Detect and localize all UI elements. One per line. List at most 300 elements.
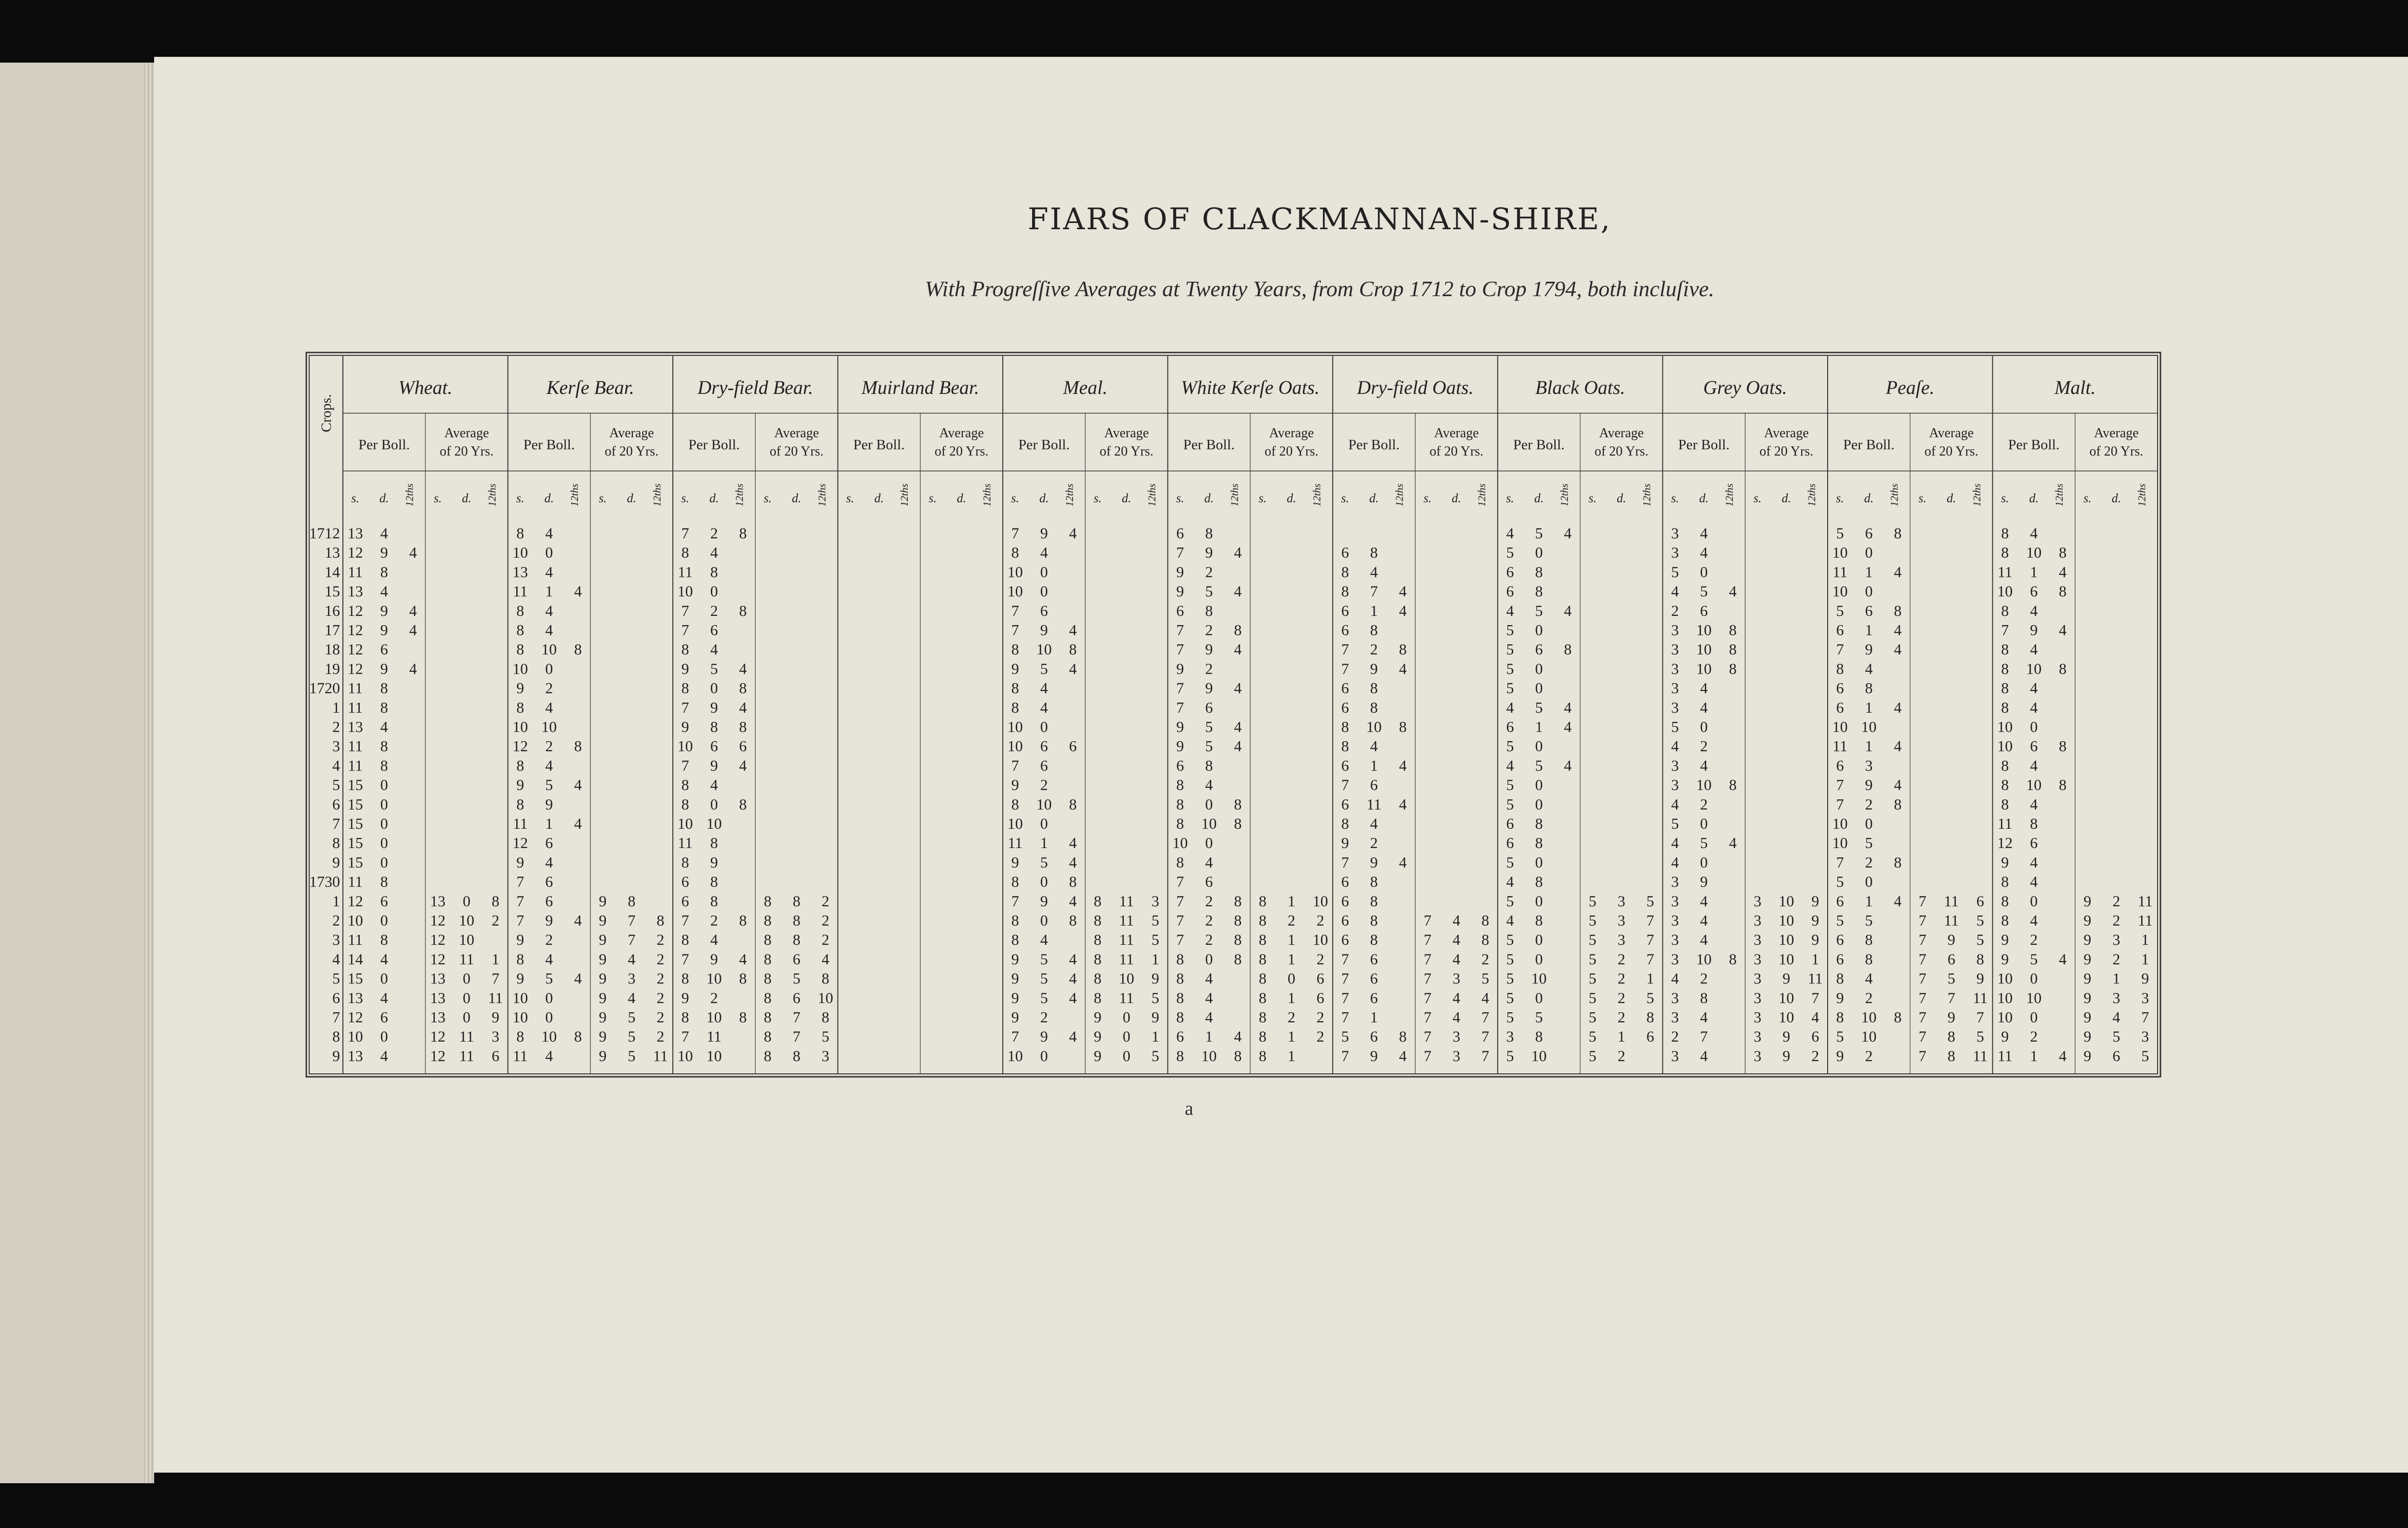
price-value: 4 [2059,563,2067,581]
price-value: 8 [516,621,524,639]
price-value: 8 [1011,698,1019,716]
price-value: 5 [1506,1008,1514,1026]
price-value: 6 [681,873,689,890]
price-value: 8 [1947,1047,1955,1065]
price-value: 7 [1176,698,1184,716]
price-value: 4 [1811,1008,1819,1026]
price-value: 11 [1944,912,1959,929]
price-value: 2 [2030,1028,2038,1045]
price-value: 1 [1152,950,1160,968]
price-value: 12 [347,601,363,619]
price-value: 0 [1535,795,1543,813]
unit-shillings: s. [351,491,360,505]
price-value: 9 [516,776,524,794]
price-value: 10 [1007,1047,1023,1065]
unit-shillings: s. [1423,491,1432,505]
price-value: 11 [1119,912,1134,929]
price-value: 3 [491,1028,499,1045]
price-value: 6 [1069,737,1077,755]
price-value: 2 [1865,1047,1873,1065]
price-value: 4 [1865,969,1873,987]
price-value: 2 [1865,795,1873,813]
unit-pence: d. [792,491,801,505]
price-value: 11 [1807,969,1823,987]
price-value: 9 [2001,931,2009,949]
price-value: 9 [599,912,607,929]
year-label: 2 [332,912,340,929]
price-value: 9 [1782,1047,1791,1065]
price-value: 2 [545,737,553,755]
average-header-sub: of 20 Yrs. [1594,444,1649,459]
price-value: 8 [1894,1008,1902,1026]
price-value: 9 [1341,834,1349,852]
price-value: 0 [1040,1047,1048,1065]
price-value: 6 [1316,989,1324,1006]
price-value: 8 [516,640,524,658]
price-value: 12 [1997,834,2013,852]
unit-twelfths: 12ths [403,483,416,507]
price-value: 8 [380,698,388,716]
price-value: 8 [1370,544,1378,562]
average-header: Average [1434,426,1479,441]
price-value: 5 [1205,737,1213,755]
price-value: 7 [1836,853,1844,871]
price-value: 6 [681,892,689,910]
price-value: 4 [1894,563,1902,581]
price-value: 9 [1811,892,1819,910]
price-value: 11 [512,1047,528,1065]
price-value: 1 [1205,1028,1213,1045]
price-value: 6 [1370,989,1378,1006]
price-value: 8 [764,950,772,968]
price-value: 2 [1865,853,1873,871]
price-value: 4 [1040,544,1048,562]
price-value: 5 [2141,1047,2149,1065]
price-value: 6 [1176,757,1184,774]
price-value: 5 [1976,912,1984,929]
price-value: 4 [1234,718,1242,735]
price-value: 6 [1341,698,1349,716]
price-value: 2 [656,931,665,949]
price-value: 4 [1069,1028,1077,1045]
price-value: 8 [2001,679,2009,697]
price-value: 5 [1152,989,1160,1006]
price-value: 3 [1754,950,1762,968]
price-value: 9 [491,1008,499,1026]
unit-twelfths: 12ths [1228,483,1241,507]
price-value: 6 [1836,931,1844,949]
price-value: 4 [1399,795,1407,813]
price-value: 5 [1671,563,1679,581]
crops-header-label: Crops. [318,394,334,432]
price-value: 5 [1865,912,1873,929]
price-value: 10 [1531,969,1547,987]
price-value: 8 [1535,563,1543,581]
price-value: 10 [1696,660,1712,678]
price-value: 8 [2059,776,2067,794]
unit-twelfths: 12ths [2053,483,2066,507]
price-value: 8 [1370,621,1378,639]
price-value: 4 [1399,1047,1407,1065]
price-value: 5 [2030,950,2038,968]
price-value: 7 [516,912,524,929]
price-value: 11 [512,815,528,832]
price-value: 2 [545,679,553,697]
price-value: 7 [2141,1008,2149,1026]
price-value: 8 [710,718,718,735]
price-value: 7 [1481,1047,1490,1065]
price-value: 8 [1728,950,1737,968]
price-value: 5 [1588,1028,1597,1045]
price-value: 5 [1535,698,1543,716]
unit-twelfths: 12ths [1888,483,1900,507]
price-value: 3 [1617,931,1625,949]
price-value: 8 [2001,698,2009,716]
price-value: 7 [681,524,689,542]
price-value: 2 [1370,834,1378,852]
price-value: 2 [656,1008,665,1026]
price-value: 0 [1123,1028,1131,1045]
price-value: 1 [2030,1047,2038,1065]
price-value: 1 [1287,989,1296,1006]
price-value: 11 [653,1047,668,1065]
price-value: 10 [1832,582,1848,600]
price-value: 10 [1312,892,1328,910]
price-value: 8 [2001,873,2009,890]
average-header-sub: of 20 Yrs. [1759,444,1814,459]
price-value: 9 [599,969,607,987]
price-value: 11 [348,563,363,581]
price-value: 0 [1700,563,1708,581]
price-value: 8 [764,1008,772,1026]
price-value: 4 [1894,892,1902,910]
price-value: 12 [347,1008,363,1026]
price-value: 6 [1506,563,1514,581]
price-value: 4 [2059,621,2067,639]
price-value: 11 [488,989,503,1006]
price-value: 9 [2083,892,2092,910]
price-value: 4 [1564,757,1572,774]
price-value: 8 [1205,601,1213,619]
price-value: 8 [1011,912,1019,929]
price-value: 8 [1728,640,1737,658]
price-value: 11 [1119,892,1134,910]
price-value: 0 [462,989,471,1006]
price-value: 8 [1094,969,1102,987]
price-value: 3 [1671,544,1679,562]
unit-pence: d. [956,491,967,505]
price-value: 4 [409,621,417,639]
page-title: FIARS OF CLACKMANNAN-SHIRE, [1027,201,1612,236]
unit-pence: d. [2029,491,2039,505]
price-value: 8 [1341,737,1349,755]
price-value: 4 [1069,524,1077,542]
price-value: 6 [1205,698,1213,716]
price-value: 8 [2001,524,2009,542]
price-value: 3 [2112,989,2120,1006]
price-value: 10 [1201,815,1217,832]
price-value: 7 [1341,660,1349,678]
column-header-5: White Kerſe Oats. [1181,377,1320,398]
price-value: 8 [821,969,829,987]
price-value: 10 [1779,912,1794,929]
price-value: 8 [710,563,718,581]
price-value: 7 [628,912,636,929]
price-value: 4 [380,524,388,542]
price-value: 3 [1754,1008,1762,1026]
price-value: 4 [1506,601,1514,619]
price-value: 7 [1481,1008,1490,1026]
price-value: 4 [1894,698,1902,716]
price-value: 8 [1836,969,1844,987]
price-value: 12 [512,834,528,852]
price-value: 6 [1205,873,1213,890]
price-value: 9 [516,853,524,871]
price-value: 5 [1836,912,1844,929]
price-value: 9 [1011,660,1019,678]
price-value: 8 [1370,892,1378,910]
price-value: 6 [1341,795,1349,813]
price-value: 4 [628,989,636,1006]
price-value: 4 [574,969,582,987]
price-value: 12 [347,621,363,639]
price-value: 7 [1646,912,1654,929]
price-value: 8 [739,524,747,542]
price-value: 7 [1011,1028,1019,1045]
price-value: 6 [2112,1047,2120,1065]
price-value: 9 [2083,1028,2092,1045]
price-value: 5 [1506,679,1514,697]
price-value: 0 [1535,679,1543,697]
price-value: 2 [710,601,718,619]
price-value: 8 [1976,950,1984,968]
price-value: 10 [1832,544,1848,562]
price-value: 4 [1453,1008,1461,1026]
price-value: 10 [1201,1047,1217,1065]
price-value: 7 [1176,621,1184,639]
price-value: 4 [380,1047,388,1065]
price-value: 8 [1865,950,1873,968]
price-value: 13 [430,1008,445,1026]
price-value: 7 [1918,989,1926,1006]
price-value: 8 [1234,912,1242,929]
price-value: 10 [1696,640,1712,658]
price-value: 6 [1811,1028,1819,1045]
unit-twelfths: 12ths [2135,483,2148,507]
price-value: 9 [516,679,524,697]
price-value: 6 [1341,892,1349,910]
price-value: 7 [681,757,689,774]
price-value: 4 [1205,1008,1213,1026]
price-value: 5 [1506,544,1514,562]
price-value: 5 [545,776,553,794]
price-value: 9 [1700,873,1708,890]
price-value: 6 [1836,698,1844,716]
price-value: 5 [1152,1047,1160,1065]
price-value: 4 [1069,853,1077,871]
price-value: 7 [1176,892,1184,910]
price-value: 9 [1947,1008,1955,1026]
page-edges [144,63,154,1483]
price-value: 8 [681,640,689,658]
average-header-sub: of 20 Yrs. [934,444,989,459]
price-value: 13 [512,563,528,581]
unit-twelfths: 12ths [733,483,746,507]
price-value: 9 [1011,776,1019,794]
price-value: 10 [1861,1028,1877,1045]
price-value: 0 [1535,660,1543,678]
price-value: 9 [380,601,388,619]
price-value: 10 [817,989,833,1006]
unit-shillings: s. [1258,491,1267,505]
price-value: 11 [678,834,693,852]
price-value: 4 [1564,601,1572,619]
price-value: 4 [409,601,417,619]
price-value: 5 [628,1008,636,1026]
price-value: 13 [430,969,445,987]
price-value: 3 [1453,969,1461,987]
price-value: 5 [1588,969,1597,987]
price-value: 2 [656,989,665,1006]
price-value: 8 [1176,815,1184,832]
price-value: 0 [1205,834,1213,852]
average-header: Average [2094,426,2139,441]
unit-pence: d. [709,491,719,505]
price-value: 12 [430,950,445,968]
price-value: 7 [1176,640,1184,658]
price-value: 8 [1399,718,1407,735]
price-value: 6 [545,834,553,852]
price-value: 5 [1040,989,1048,1006]
price-value: 6 [1341,601,1349,619]
price-value: 8 [1258,989,1267,1006]
price-value: 8 [1234,892,1242,910]
price-value: 10 [2026,660,2042,678]
price-value: 15 [347,834,363,852]
document-page [154,57,2408,1473]
price-value: 8 [764,931,772,949]
price-value: 15 [347,795,363,813]
price-value: 2 [1811,1047,1819,1065]
unit-shillings: s. [1588,491,1597,505]
price-value: 8 [710,892,718,910]
price-value: 3 [1671,679,1679,697]
price-value: 9 [1094,1047,1102,1065]
price-value: 10 [1779,950,1794,968]
price-value: 10 [1997,1008,2013,1026]
price-value: 8 [1011,873,1019,890]
price-value: 2 [491,912,499,929]
price-value: 9 [1176,582,1184,600]
price-value: 9 [1205,679,1213,697]
price-value: 5 [628,1028,636,1045]
price-value: 8 [1370,698,1378,716]
price-value: 9 [1370,660,1378,678]
price-value: 8 [1176,969,1184,987]
average-header-sub: of 20 Yrs. [770,444,824,459]
price-value: 7 [1700,1028,1708,1045]
price-value: 9 [1865,776,1873,794]
price-value: 1 [545,582,553,600]
price-value: 5 [793,969,800,987]
price-value: 11 [678,563,693,581]
average-header: Average [1929,426,1974,441]
price-value: 8 [2001,544,2009,562]
price-value: 7 [516,892,524,910]
price-value: 5 [1588,912,1597,929]
unit-pence: d. [1286,491,1296,505]
price-value: 6 [1535,640,1543,658]
price-value: 11 [2137,892,2153,910]
price-value: 4 [1069,660,1077,678]
price-value: 0 [1535,931,1543,949]
price-value: 5 [1506,660,1514,678]
price-value: 1 [1287,1047,1296,1065]
price-value: 7 [1918,1047,1926,1065]
price-value: 9 [1040,1028,1048,1045]
price-value: 8 [1370,873,1378,890]
unit-twelfths: 12ths [898,483,911,507]
price-value: 4 [1506,524,1514,542]
price-value: 1 [1152,1028,1160,1045]
price-value: 2 [1205,563,1213,581]
price-value: 4 [545,601,553,619]
year-label: 16 [325,601,340,619]
price-value: 7 [1646,931,1654,949]
price-value: 10 [1779,989,1794,1006]
price-value: 5 [1836,524,1844,542]
price-value: 6 [1836,950,1844,968]
price-value: 8 [2001,601,2009,619]
price-value: 7 [1424,969,1432,987]
price-value: 7 [1976,1008,1984,1026]
price-value: 0 [380,834,388,852]
price-value: 8 [1341,718,1349,735]
price-value: 4 [1069,969,1077,987]
price-value: 4 [628,950,636,968]
price-value: 9 [1836,989,1844,1006]
price-value: 6 [1341,757,1349,774]
price-value: 5 [1506,621,1514,639]
price-value: 9 [681,718,689,735]
unit-twelfths: 12ths [1393,483,1405,507]
price-value: 0 [1535,544,1543,562]
column-header-4: Meal. [1063,377,1108,398]
price-value: 8 [656,912,665,929]
price-value: 8 [739,969,747,987]
price-value: 4 [1069,621,1077,639]
price-value: 3 [1671,912,1679,929]
price-value: 8 [516,698,524,716]
average-header-sub: of 20 Yrs. [604,444,659,459]
price-value: 10 [1997,737,2013,755]
price-value: 2 [821,912,829,929]
price-value: 6 [545,873,553,890]
price-value: 0 [380,1028,388,1045]
price-value: 7 [1836,795,1844,813]
price-value: 11 [1973,989,1988,1006]
price-value: 5 [1506,989,1514,1006]
price-value: 8 [2001,757,2009,774]
price-value: 5 [1506,640,1514,658]
price-value: 7 [1341,989,1349,1006]
price-value: 4 [1370,563,1378,581]
price-value: 3 [1671,950,1679,968]
price-value: 7 [1646,950,1654,968]
price-value: 2 [1370,640,1378,658]
price-value: 13 [347,718,363,735]
price-value: 6 [710,737,718,755]
